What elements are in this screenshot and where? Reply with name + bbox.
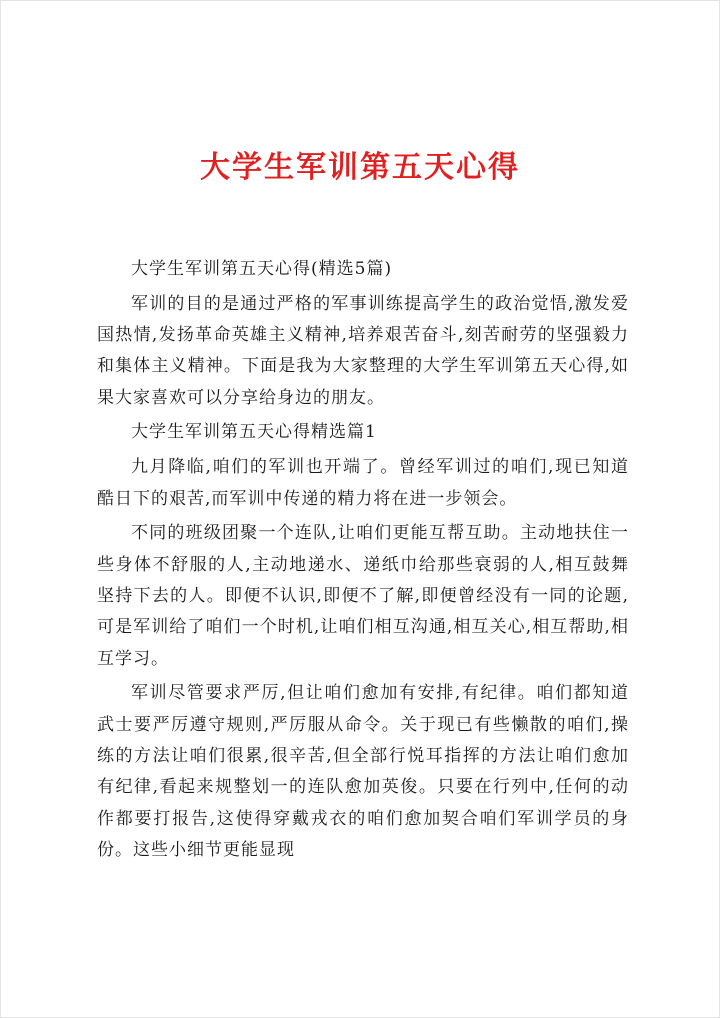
paragraph-section-heading: 大学生军训第五天心得精选篇1 [131,422,377,443]
paragraph-body-2: 不同的班级团聚一个连队,让咱们更能互帮互助。主动地扶住一些身体不舒服的人,主动地递水、递纸巾给那些衰弱的人,相互鼓舞坚持下去的人。即便不认识,即便不了解,即便曾经没有一同的论题,可是军训给了咱们一个时机,让咱们相互沟通,相互关心,相互帮助,相互学习。 [97,523,629,669]
document-title: 大学生军训第五天心得 [200,150,520,185]
paragraph-body-1: 九月降临,咱们的军训也开端了。曾经军训过的咱们,现已知道酷日下的艰苦,而军训中传递的精力将在进一步领会。 [97,457,629,509]
document-body [97,254,629,870]
paragraph-subtitle: 大学生军训第五天心得(精选5篇) [131,259,393,279]
paragraph-intro: 军训的目的是通过严格的军事训练提高学生的政治觉悟,激发爱国热情,发扬革命英雄主义精神,培养艰苦奋斗,刻苦耐劳的坚强毅力和集体主义精神。下面是我为大家整理的大学生军训第五天心得,如果大家喜欢可以分享给身边的朋友。 [97,293,629,408]
paragraph-body-3: 军训尽管要求严厉,但让咱们愈加有安排,有纪律。咱们都知道武士要严厉遵守规则,严厉服从命令。关于现已有些懒散的咱们,操练的方法让咱们很累,很辛苦,但全部行悦耳指挥的方法让咱们愈加有纪律,看起来规整划一的连队愈加英俊。只要在行列中,任何的动作都要打报告,这使得穿戴戎衣的咱们愈加契合咱们军训学员的身份。这些小细节更能显现 [97,683,629,860]
